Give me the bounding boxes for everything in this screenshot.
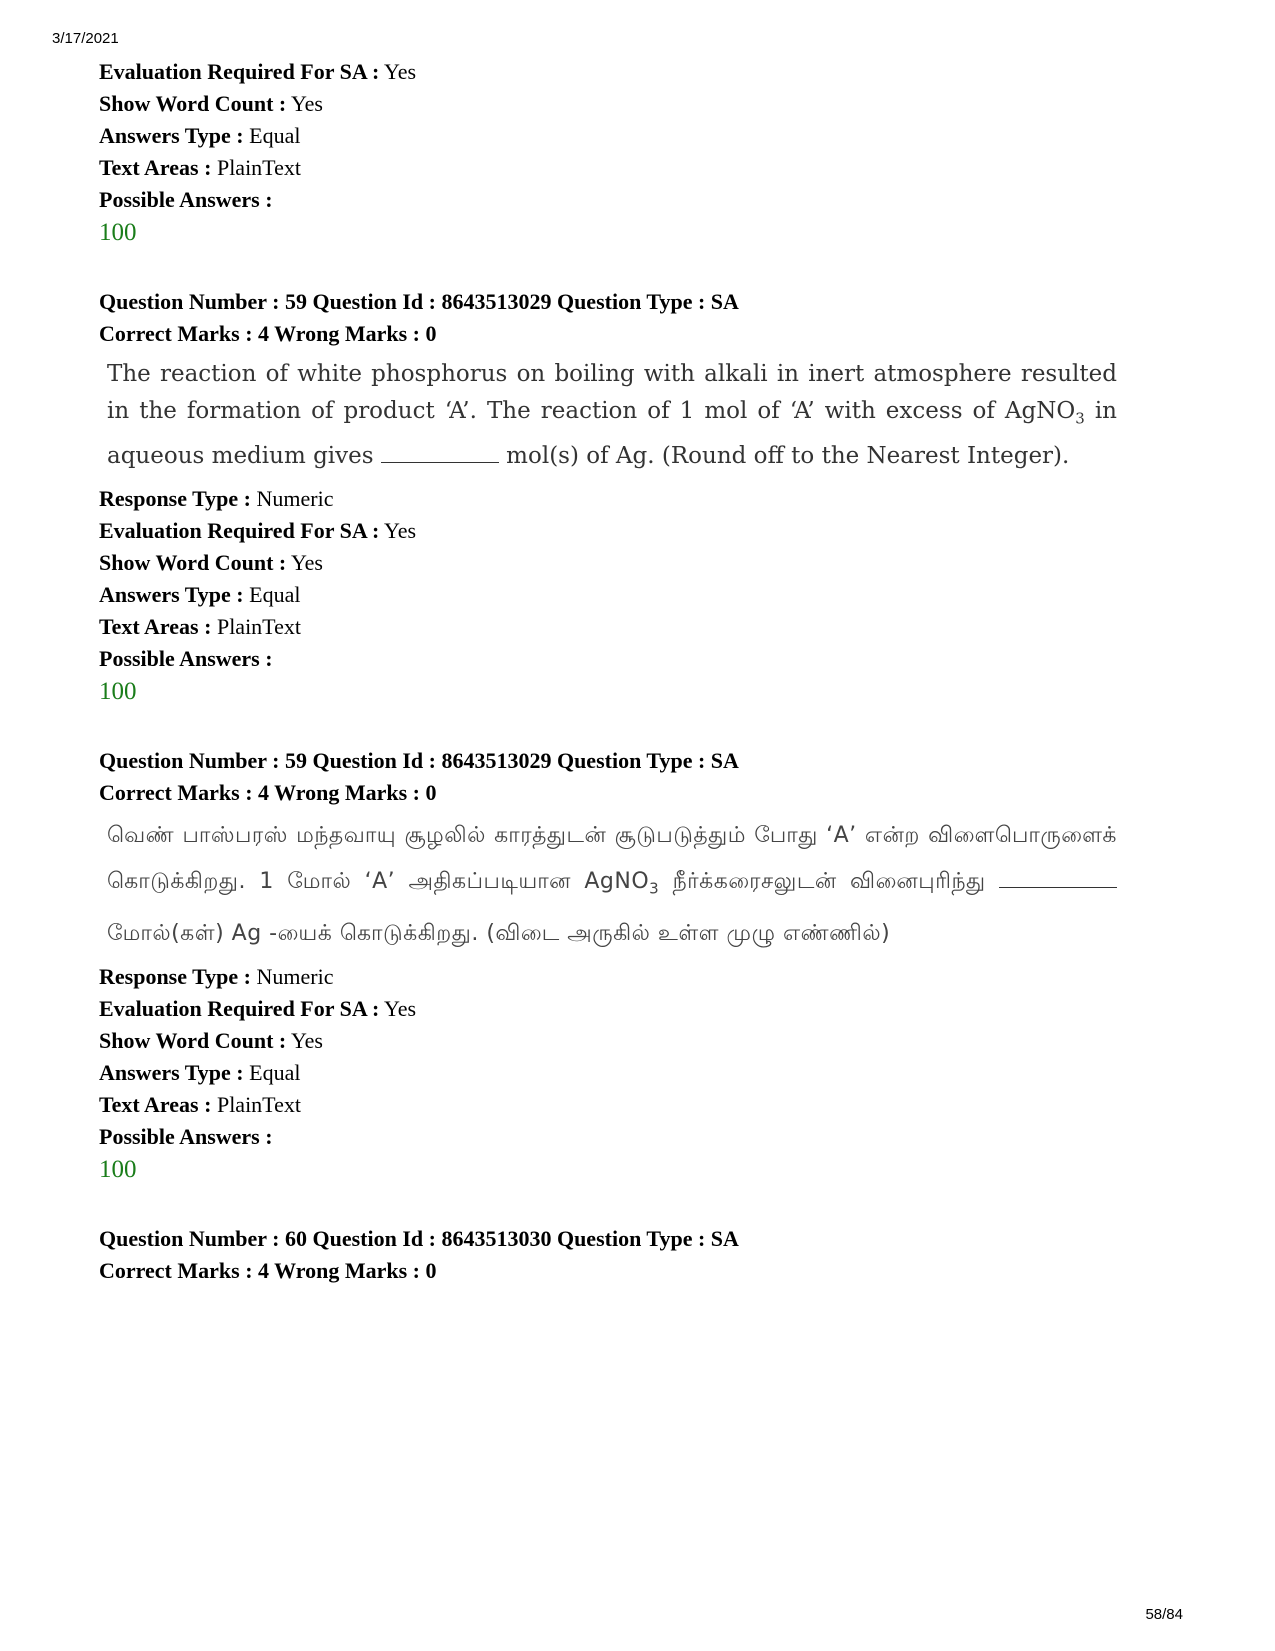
answers-type-row [99, 579, 1179, 611]
question-marks: Correct Marks : 4 Wrong Marks : 0 [99, 321, 437, 346]
text-areas-row [99, 1089, 1179, 1121]
possible-answers-label: Possible Answers : [99, 187, 273, 212]
question-text-part1: வெண் பாஸ்பரஸ் மந்தவாயு சூழலில் காரத்துடன் சூடுபடுத்தும் போது ‘A’ என்ற விளைபொருளைக் கொடுக்கிறது. 1 மோல் ‘A’ அதிகப்படியான AgNO [107, 822, 1117, 894]
response-type-label: Response Type : [99, 485, 251, 511]
answers-type-label: Answers Type : [99, 123, 244, 148]
question-text-part2: நீர்க்கரைசலுடன் வினைபுரிந்து [659, 868, 999, 894]
word-count-row [99, 1025, 1179, 1057]
text-areas-label: Text Areas : [99, 1091, 212, 1117]
possible-answers-label: Possible Answers : [99, 1123, 273, 1149]
question-header: Question Number : 59 Question Id : 8643513029 Question Type : SA [99, 747, 739, 773]
answers-type-label: Answers Type : [99, 1059, 244, 1085]
question-header: Question Number : 59 Question Id : 8643513029 Question Type : SA [99, 289, 739, 314]
subscript: 3 [649, 878, 660, 897]
evaluation-row [99, 56, 1179, 88]
evaluation-value: Yes [384, 517, 417, 543]
response-type-value: Numeric [256, 963, 334, 989]
page-number: 58/84 [1145, 1606, 1183, 1623]
evaluation-label: Evaluation Required For SA : [99, 995, 380, 1021]
response-type-row [99, 961, 1179, 993]
evaluation-row [99, 993, 1179, 1025]
word-count-label: Show Word Count : [99, 91, 287, 116]
question-text-part2: in aqueous medium gives [107, 398, 1117, 469]
word-count-row [99, 547, 1179, 579]
question-text [99, 350, 1117, 483]
word-count-label: Show Word Count : [99, 549, 287, 575]
word-count-value: Yes [290, 91, 323, 116]
word-count-value: Yes [290, 1027, 323, 1053]
question-60-block [99, 1223, 1179, 1287]
answers-type-label: Answers Type : [99, 581, 244, 607]
answers-type-row [99, 1057, 1179, 1089]
possible-answer-value: 100 [99, 1155, 137, 1183]
text-areas-label: Text Areas : [99, 155, 212, 180]
previous-question-block [99, 56, 1179, 250]
answer-blank [999, 867, 1117, 888]
possible-answers-row [99, 1121, 1179, 1153]
response-type-value: Numeric [256, 485, 334, 511]
answers-type-value: Equal [249, 581, 301, 607]
possible-answer-value: 100 [99, 219, 137, 246]
question-text-part3: mol(s) of Ag. (Round off to the Nearest Integer). [498, 442, 1070, 469]
possible-answers-row [99, 184, 1179, 216]
word-count-value: Yes [290, 549, 323, 575]
question-59-english-block [99, 286, 1179, 709]
question-59-tamil-block [99, 745, 1179, 1187]
text-areas-value: PlainText [216, 613, 301, 639]
question-text-part1: The reaction of white phosphorus on boiling with alkali in inert atmosphere resulted in the formation of product ‘A’. The reaction of 1 mol of ‘A’ with excess of AgNO [107, 361, 1117, 424]
word-count-label: Show Word Count : [99, 1027, 287, 1053]
subscript: 3 [1075, 409, 1085, 428]
answers-type-value: Equal [249, 1059, 301, 1085]
text-areas-row [99, 611, 1179, 643]
response-type-label: Response Type : [99, 963, 251, 989]
evaluation-value: Yes [384, 995, 417, 1021]
response-type-row [99, 483, 1179, 515]
question-marks: Correct Marks : 4 Wrong Marks : 0 [99, 1257, 437, 1283]
text-areas-row [99, 152, 1179, 184]
possible-answer-value: 100 [99, 677, 137, 705]
print-date: 3/17/2021 [52, 30, 119, 47]
text-areas-value: PlainText [216, 155, 301, 180]
evaluation-label: Evaluation Required For SA : [99, 517, 380, 543]
answers-type-row [99, 120, 1179, 152]
evaluation-row [99, 515, 1179, 547]
text-areas-value: PlainText [216, 1091, 301, 1117]
evaluation-label: Evaluation Required For SA : [99, 59, 380, 84]
answer-blank [381, 442, 499, 463]
text-areas-label: Text Areas : [99, 613, 212, 639]
possible-answers-label: Possible Answers : [99, 645, 273, 671]
word-count-row [99, 88, 1179, 120]
page-content [99, 56, 1179, 1287]
possible-answers-row [99, 643, 1179, 675]
question-header: Question Number : 60 Question Id : 8643513030 Question Type : SA [99, 1225, 739, 1251]
question-text-part3: மோல்(கள்) Ag -யைக் கொடுக்கிறது. (விடை அருகில் உள்ள முழு எண்ணில்) [107, 920, 891, 946]
question-text [99, 809, 1117, 961]
evaluation-value: Yes [384, 59, 417, 84]
question-marks: Correct Marks : 4 Wrong Marks : 0 [99, 779, 437, 805]
answers-type-value: Equal [249, 123, 301, 148]
